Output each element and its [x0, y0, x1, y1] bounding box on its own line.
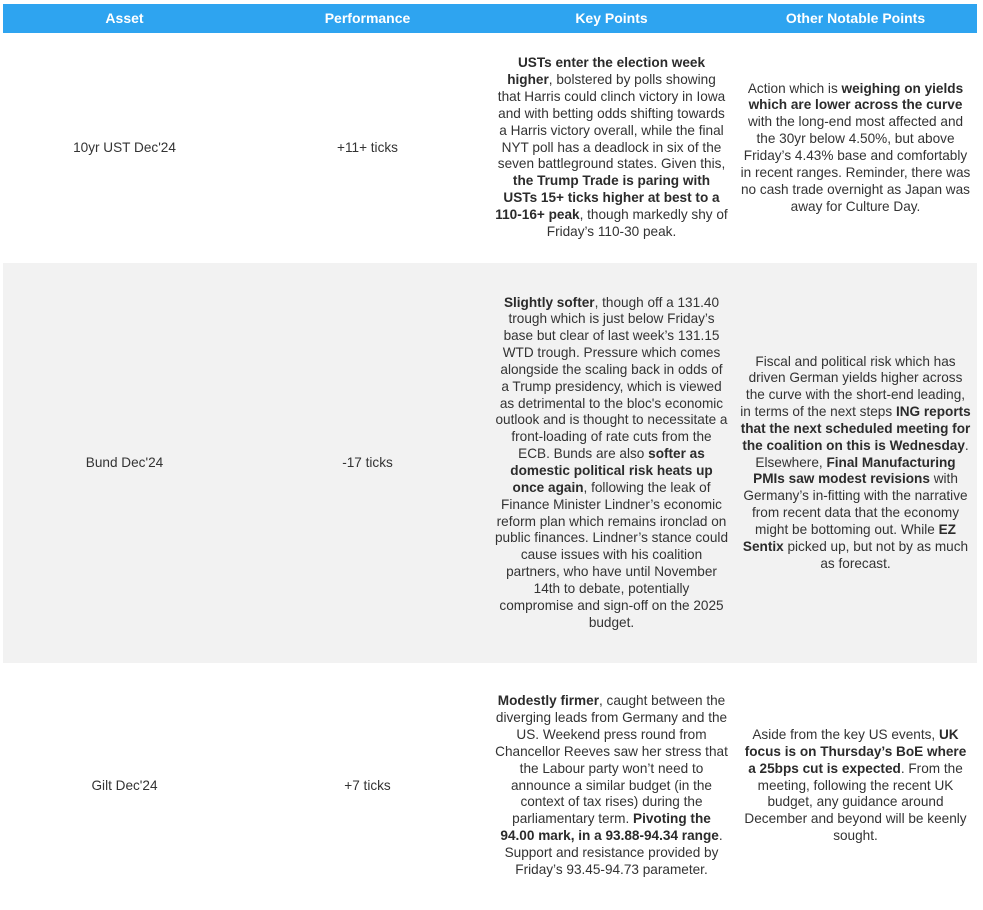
bold-text-run: UK focus is on Thursday’s BoE where a 25bps cut is expected [744, 727, 967, 776]
text-run: . Elsewhere, [755, 437, 969, 470]
bold-text-run: Pivoting the 94.00 mark, in a 93.88-94.34 range [500, 811, 719, 844]
asset-cell: Bund Dec'24 [85, 454, 164, 470]
other-points-text [740, 354, 971, 573]
table-header-row [3, 4, 977, 33]
text-run: , bolstered by polls showing that Harris could clinch victory in Iowa and with betting odds shifting towards a Harris victory overall, while the final NYT poll has a deadlock in six of the seven battleground states. Given this, [497, 72, 726, 172]
key-points-text [495, 55, 728, 240]
header-asset: Asset [105, 10, 144, 27]
performance-cell: +11+ ticks [337, 139, 398, 155]
bold-text-run: USTs enter the election week higher [507, 55, 706, 88]
performance-cell: -17 ticks [342, 454, 393, 470]
table-row [3, 263, 977, 663]
text-run: , though off a 131.40 trough which is just below Friday’s base but clear of last week’s 131.15 WTD trough. Pressure which comes alongside the scaling back in odds of a Trump presidency, which is viewed as detrimental to the bloc's economic outlook and is thought to necessitate a front-loading of rate cuts from the ECB. Bunds are also [495, 294, 728, 462]
text-run: Fiscal and political risk which has driven German yields higher across the curve with the short-end leading, in terms of the next steps [740, 353, 966, 420]
bold-text-run: ING reports that the next scheduled meeting for the coalition on this is Wednesday [740, 404, 971, 453]
key-points-text [495, 693, 728, 878]
bold-text-run: EZ Sentix [742, 521, 956, 554]
other-points-cell [734, 33, 977, 263]
bold-text-run: the Trump Trade is paring with USTs 15+ ticks higher at best to a 110-16+ peak [495, 173, 720, 222]
header-other-points: Other Notable Points [785, 10, 926, 27]
key-points-cell [489, 33, 734, 263]
text-run: , caught between the diverging leads from Germany and the US. Weekend press round from Chancellor Reeves saw her stress that the Labour party won’t need to announce a similar budget (in the context of tax rises) during the parliamentary term. [495, 693, 728, 827]
bold-text-run: Final Manufacturing PMIs saw modest revisions [753, 454, 956, 487]
text-run: . Support and resistance provided by Friday’s 93.45-94.73 parameter. [504, 828, 723, 877]
other-points-cell [734, 663, 977, 909]
text-run: with the long-end most affected and the 30yr below 4.50%, but above Friday’s 4.43% base and comfortably in recent ranges. Reminder, there was no cash trade overnight as Japan was away for Culture Day. [740, 114, 971, 214]
performance-cell: +7 ticks [344, 777, 391, 793]
other-points-text [740, 727, 971, 845]
text-run: , following the leak of Finance Minister Lindner’s economic reform plan which remains ironclad on public finances. Lindner’s stance could cause issues with his coalition partners, who have until November 14th to debate, potentially compromise and sign-off on the 2025 budget. [495, 479, 729, 630]
asset-cell: Gilt Dec'24 [91, 777, 158, 793]
text-run: Action which is [747, 80, 842, 96]
bold-text-run: softer as domestic political risk heats up once again [510, 446, 713, 495]
bold-text-run: Modestly firmer [497, 693, 599, 709]
table-row [3, 33, 977, 263]
key-points-text [495, 295, 728, 632]
text-run: picked up, but not by as much as forecast. [783, 538, 969, 571]
text-run: . From the meeting, following the recent UK budget, any guidance around December and beyond will be keenly sought. [744, 760, 967, 844]
text-run: Aside from the key US events, [752, 727, 939, 743]
text-run: , though markedly shy of Friday’s 110-30 peak. [546, 206, 728, 239]
bold-text-run: Slightly softer [503, 294, 595, 310]
header-performance: Performance [324, 10, 411, 27]
market-summary-table [3, 4, 977, 909]
bold-text-run: weighing on yields which are lower across the curve [748, 80, 964, 113]
asset-cell: 10yr UST Dec'24 [73, 139, 176, 155]
other-points-cell [734, 263, 977, 663]
text-run: with Germany’s in-fitting with the narrative from recent data that the economy might be bottoming out. While [743, 471, 968, 537]
key-points-cell [489, 663, 734, 909]
other-points-text [740, 81, 971, 216]
key-points-cell [489, 263, 734, 663]
table-row [3, 663, 977, 909]
header-key-points: Key Points [575, 10, 648, 27]
